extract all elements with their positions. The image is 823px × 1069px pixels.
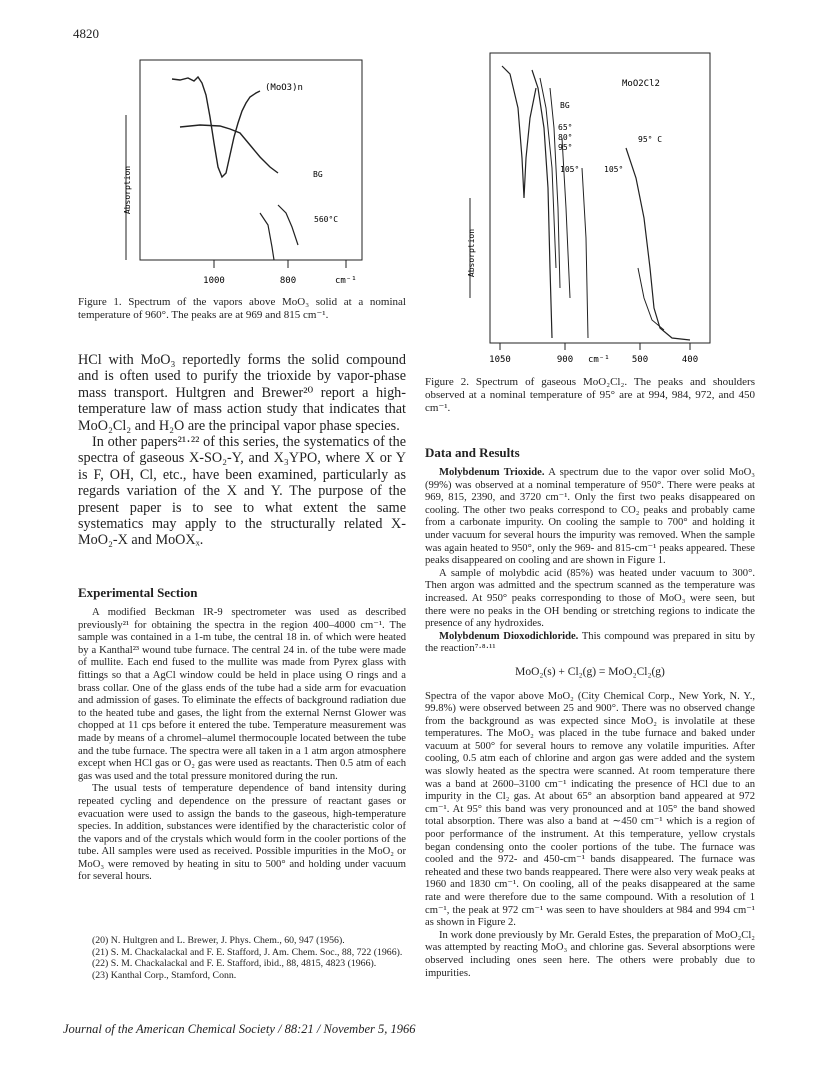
trioxide-paragraph-2: A sample of molybdic acid (85%) was heated under vacuum to 300°. Then argon was admitted and the spectrum scanned as the temperature was increased. At 950° peaks corresponding to those of MoO₃ were seen, but there were no peaks in the OH bending or stretching regions to indicate the presence of any hydroxides. [425, 567, 755, 630]
560c-trace [260, 213, 274, 260]
fig1-bg-label: BG [313, 170, 323, 179]
dioxo-title: Molybdenum Dioxodichloride. [439, 630, 579, 642]
references [78, 935, 406, 981]
fig2-species-label: MoO2Cl2 [622, 79, 660, 89]
results-text [425, 467, 755, 980]
fig2-label-95c: 95° C [638, 135, 663, 144]
experimental-text [78, 607, 406, 884]
dioxo-paragraph-2: Spectra of the vapor above MoO₂ (City Chemical Corp., New York, N. Y., 99.8%) were observed between 25 and 900°. There was no observed change from the background as was expected since MoO₂ is involatile at these temperatures. The MoO₂ was placed in the tube furnace and baked under vacuum at 500° for several hours to remove any volatile impurities. After cooling, 0.5 atm each of chlorine and argon gas were added and the system was slowly heated as the spectra were scanned. At room temperature there was a band at 2600–3100 cm⁻¹ indicating the presence of HCl due to an impurity in the Cl₂ gas. At about 65° an absorption band appeared at 972 cm⁻¹. At 95° this band was very pronounced and at 105° the band showed total absorption. There was also a band at ∼450 cm⁻¹ which is a region of poor performance of the instrument. At this temperature, yellow crystals began condensing onto the cooler portions of the tube. The furnace was cooled and the 972- and 450-cm⁻¹ bands disappeared. The furnace was reheated and these two bands reappeared. There were also very weak peaks at 1960 and 1830 cm⁻¹. On cooling, all of the peaks disappeared at the same rate and were therefore due to the same compound. With a resolution of 1 cm⁻¹, the peak at 972 cm⁻¹ was seen to have shoulders at 984 and 994 cm⁻¹ as shown in Figure 2. [425, 690, 755, 929]
reference-22: (22) S. M. Chackalackal and F. E. Stafford, ibid., 88, 4815, 4823 (1966). [92, 958, 377, 970]
intro-text [78, 352, 406, 549]
reference-20: (20) N. Hultgren and L. Brewer, J. Phys. Chem., 60, 947 (1956). [92, 935, 345, 946]
fig1-species-label: (MoO3)n [265, 83, 303, 93]
fig1-temp-label: 560°C [314, 215, 339, 224]
fig1-unit: cm⁻¹ [335, 276, 357, 286]
fig2-tick-900: 900 [556, 355, 574, 365]
dioxo-paragraph-1: This compound was prepared in situ by the reaction⁷·⁸·¹¹ [425, 630, 755, 655]
fig1-tick-1000: 1000 [203, 276, 225, 286]
intro-paragraph-1: HCl with MoO₃ reportedly forms the solid compound and is often used to purify the trioxide by vapor-phase mass transport. Hultgren and Brewer²⁰ report a high-temperature law of mass action study that indicates that MoO₂Cl₂ and H₂O are the principal vapor phase species. [78, 352, 406, 434]
figure-2-caption: Figure 2. Spectrum of gaseous MoO₂Cl₂. The peaks and shoulders observed at a nominal temperature of 95° are at 994, 984, 972, and 450 cm⁻¹. [425, 376, 755, 414]
results-heading: Data and Results [425, 445, 520, 460]
figure-2-spectrum [440, 48, 720, 368]
fig2-label-105a: 105° [560, 165, 580, 174]
fig2-ylabel: Absorption [467, 228, 476, 278]
journal-footer: Journal of the American Chemical Society / 88:21 / November 5, 1966 [63, 1022, 416, 1036]
bg-trace [180, 125, 278, 173]
dioxo-paragraph-3: In work done previously by Mr. Gerald Estes, the preparation of MoO₂Cl₂ was attempted by reacting MoO₃ and chlorine gas. Several absorptions were observed including ones seen here. The others were probably due to impurities. [425, 929, 755, 979]
trioxide-paragraph-1: A spectrum due to the vapor over solid MoO₃ (99%) was observed at a nominal temperature of 950°. There were peaks at 969, 815, 2390, and 3720 cm⁻¹. Only the first two peaks disappeared on cooling. The other two peaks correspond to CO₂ peaks and probably came from a carbonate impurity. On cooling the sample to 700° and holding it under vacuum for several hours the impurity was removed. When the sample was again heated to 950°, only the 969- and 815-cm⁻¹ peaks appeared. These peaks disappeared on cooling and are shown in Figure 1. [425, 467, 755, 567]
fig1-tick-800: 800 [279, 276, 297, 286]
fig2-tick-1050: 1050 [489, 355, 511, 365]
fig2-trace-c [626, 148, 690, 340]
trioxide-title: Molybdenum Trioxide. [439, 467, 545, 478]
fig2-label-80: 80° [558, 133, 573, 142]
fig2-label-bg: BG [560, 101, 570, 110]
figure-1-caption: Figure 1. Spectrum of the vapors above MoO₃ solid at a nominal temperature of 960°. The peaks are at 969 and 815 cm⁻¹. [78, 296, 406, 321]
fig2-trace-b [532, 70, 552, 338]
fig2-trace-a [502, 66, 536, 198]
fig2-label-105b: 105° [604, 165, 624, 174]
fig2-label-95: 95° [558, 143, 573, 152]
experimental-heading: Experimental Section [78, 585, 198, 600]
reference-21: (21) S. M. Chackalackal and F. E. Stafford, J. Am. Chem. Soc., 88, 722 (1966). [92, 946, 403, 958]
reference-23: (23) Kanthal Corp., Stamford, Conn. [92, 969, 237, 981]
fig2-unit: cm⁻¹ [588, 355, 610, 365]
fig2-label-65: 65° [558, 123, 573, 132]
experimental-paragraph-2: The usual tests of temperature dependence of band intensity during repeated cycling and dependence on the pressure of reactant gases or evacuation were used to assign the bands to the gaseous, high-temperature species. In addition, substances were identified by the characteristic color of the vapors and of the crystals which would form in the cooler portions of the tube. All samples were used as received. Possible impurities in the MoO₂ or MoO₃ were removed by heating in situ to 500° and holding under vacuum for several hours. [78, 783, 406, 883]
reaction-equation: MoO₂(s) + Cl₂(g) = MoO₂Cl₂(g) [515, 665, 665, 678]
fig2-tick-400: 400 [681, 355, 699, 365]
intro-paragraph-2: In other papers²¹·²² of this series, the systematics of the spectra of gaseous X-SO₂-Y, and X₃YPO, where X or Y is F, OH, Cl, etc., have been examined, particularly as regards variation of the X and Y. The purpose of the present paper is to see to what extent the same systematics may apply to the structurally related X-MoO₂-X and MoOXₓ. [78, 434, 406, 549]
figure-1-spectrum [110, 55, 370, 290]
fig1-ylabel: Absorption [123, 165, 132, 215]
fig2-tick-500: 500 [631, 355, 649, 365]
experimental-paragraph-1: A modified Beckman IR-9 spectrometer was used as described previously²¹ for obtaining the spectra in the region 400–4000 cm⁻¹. The sample was contained in a 1-m tube, the central 18 in. of which were heated by a Kanthal²³ wound tube furnace. The central 24 in. of the tube were made of mullite. Each end fused to the mullite was made from Pyrex glass with fittings so that a AgCl window could be held in place using O rings and a brass collar. One of the glass ends of the tube had a side arm for evacuation and admission of gases. To eliminate the effects of background radiation due to the heated tube and gases, the light from the external Nernst Glower was chopped at 11 cps before it entered the tube. Temperature measurement was made by means of a chromel–alumel thermocouple located between the tube and the tube furnace. The spectra were all taken in a 1 atm argon atmosphere except when HCl gas or O₂ gas were used as reactants. Then 0.5 atm of each gas was used and the total pressure monitored during the run. [78, 607, 406, 782]
page-number: 4820 [73, 26, 99, 41]
